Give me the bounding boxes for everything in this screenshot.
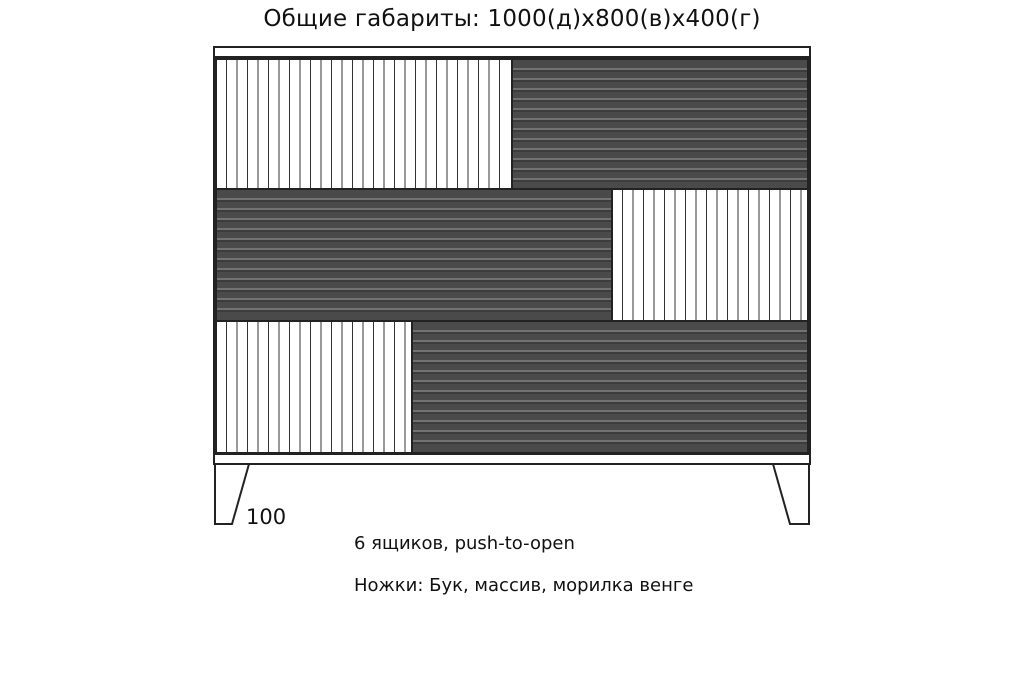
right-leg bbox=[773, 464, 809, 524]
drawer-4-front bbox=[612, 189, 808, 321]
top-board bbox=[214, 47, 810, 57]
leg-height-label: 100 bbox=[246, 505, 287, 529]
drawer-2-front bbox=[512, 59, 808, 189]
legs-note: Ножки: Бук, массив, морилка венге bbox=[354, 575, 694, 596]
drawer-5-front bbox=[216, 321, 412, 453]
left-leg bbox=[215, 464, 249, 524]
drawer-6-front bbox=[412, 321, 808, 453]
drawer-fronts bbox=[216, 59, 808, 453]
bottom-plinth bbox=[214, 454, 810, 464]
drawers-note: 6 ящиков, push-to-open bbox=[354, 533, 575, 554]
drawer-3-front bbox=[216, 189, 612, 321]
drawer-1-front bbox=[216, 59, 512, 189]
overall-dimensions-title: Общие габариты: 1000(д)x800(в)x400(г) bbox=[263, 6, 761, 32]
